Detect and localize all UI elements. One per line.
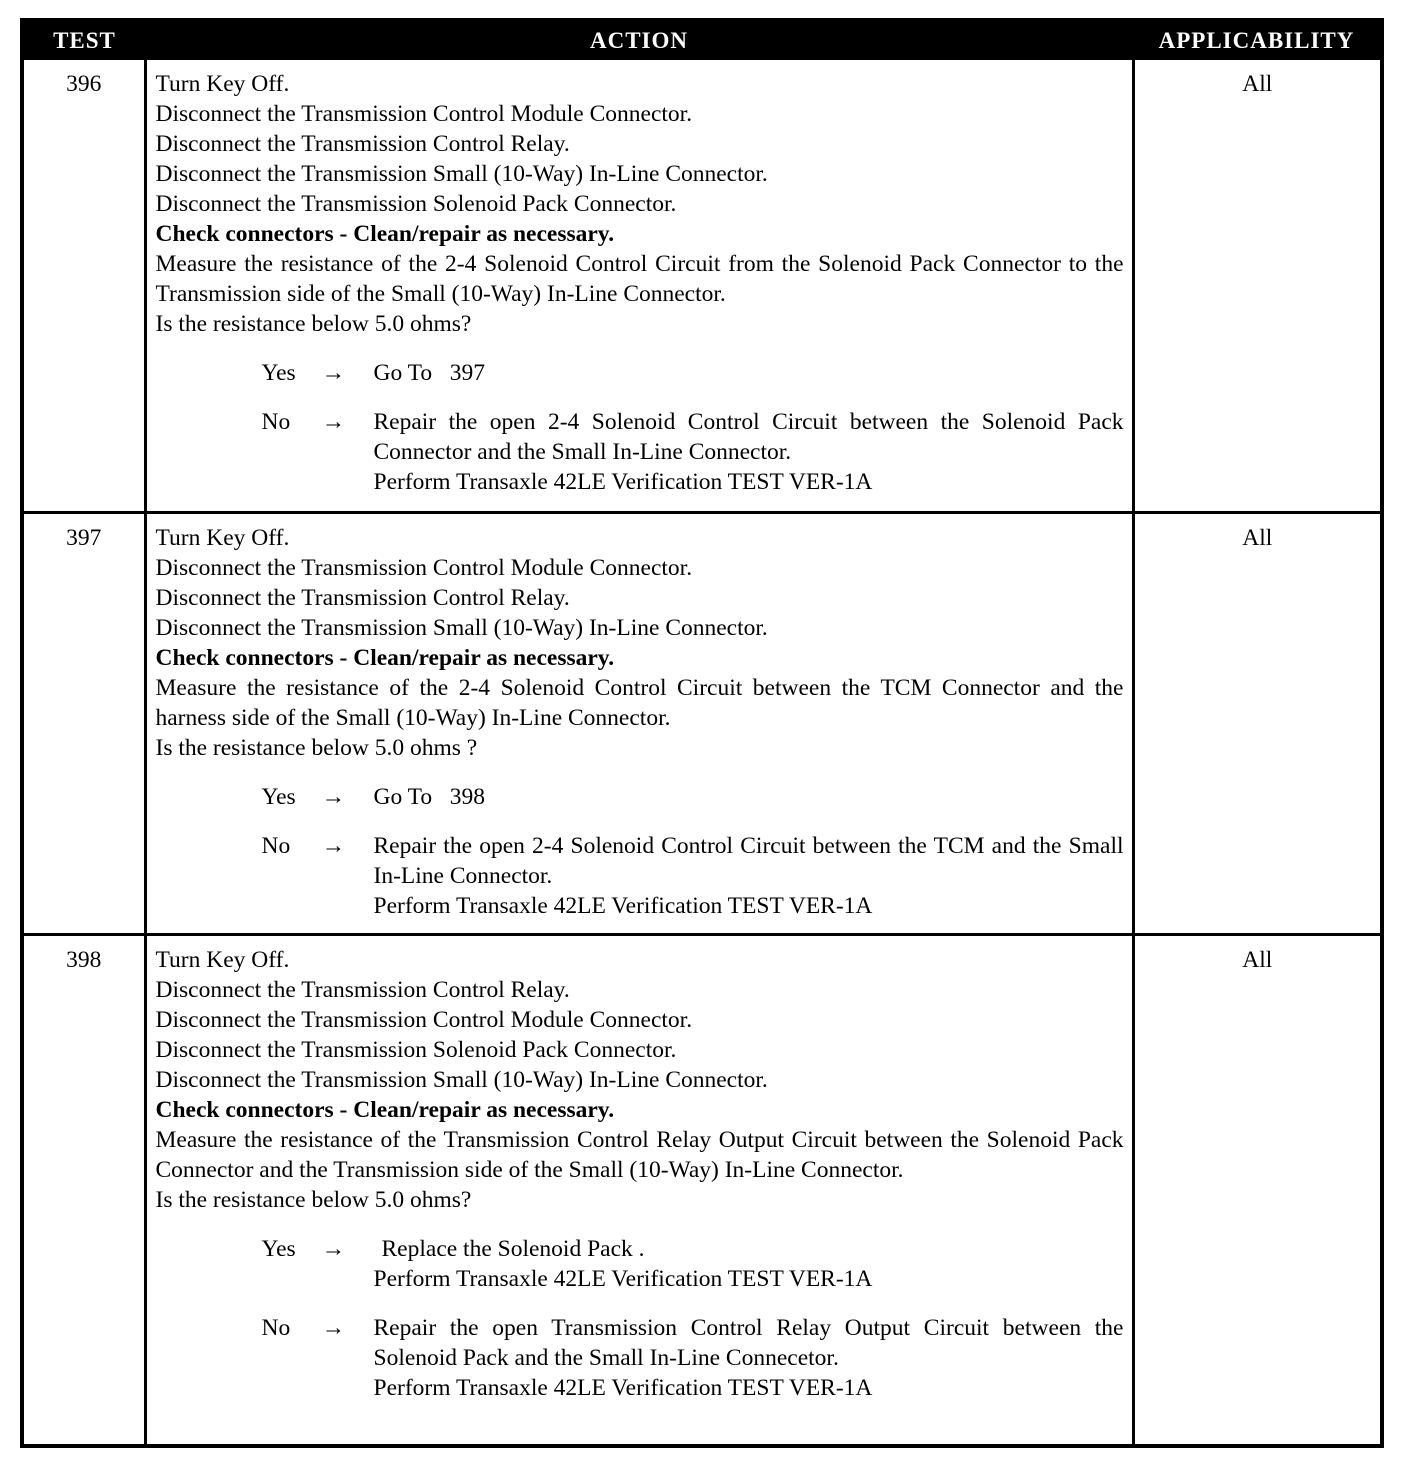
step: Disconnect the Transmission Control Module Connector. xyxy=(155,101,693,127)
yes-result: Replace the Solenoid Pack . xyxy=(381,1235,645,1262)
action-cell xyxy=(145,60,1133,512)
no-branch xyxy=(262,831,1124,921)
test-number: 396 xyxy=(24,60,145,512)
table-row xyxy=(24,512,1380,934)
yes-branch xyxy=(262,1234,1124,1294)
table-row xyxy=(24,60,1380,512)
no-label: No xyxy=(261,409,291,435)
header-row xyxy=(24,22,1380,60)
check-instruction: Check connectors - Clean/repair as necessary. xyxy=(155,644,615,671)
yes-branch xyxy=(262,358,1124,388)
no-label: No xyxy=(261,832,291,859)
question: Is the resistance below 5.0 ohms ? xyxy=(155,734,478,761)
no-result: Repair the open 2-4 Solenoid Control Circuit between the TCM and the Small In-Line Connector. xyxy=(373,832,1124,889)
no-branch xyxy=(262,1313,1124,1403)
yes-branch xyxy=(262,782,1124,812)
step: Turn Key Off. xyxy=(155,946,290,973)
measure-instruction: Measure the resistance of the 2-4 Solenoid Control Circuit between the TCM Connector and the harness side of the Small (10-Way) In-Line Connector. xyxy=(155,674,1124,731)
arrow-icon: → xyxy=(321,409,345,435)
arrow-icon: → xyxy=(321,1235,345,1262)
step: Disconnect the Transmission Small (10-Way) In-Line Connector. xyxy=(155,161,768,187)
no-label: No xyxy=(261,1314,291,1341)
header-test: TEST xyxy=(24,22,145,60)
arrow-icon: → xyxy=(321,783,345,810)
step: Turn Key Off. xyxy=(155,524,290,551)
diagnostic-table xyxy=(24,22,1380,1444)
step: Turn Key Off. xyxy=(155,71,290,97)
test-number: 397 xyxy=(24,512,145,934)
no-result: Repair the open Transmission Control Relay Output Circuit between the Solenoid Pack and the Small In-Line Connecetor. xyxy=(373,1314,1124,1371)
measure-instruction: Measure the resistance of the Transmission Control Relay Output Circuit between the Solenoid Pack Connector and the Transmission side of the Small (10-Way) In-Line Connector. xyxy=(155,1126,1124,1183)
step: Disconnect the Transmission Control Module Connector. xyxy=(155,554,693,581)
yes-result: Go To 397 xyxy=(373,360,486,386)
step: Disconnect the Transmission Solenoid Pack Connector. xyxy=(155,1036,677,1063)
step: Disconnect the Transmission Control Relay. xyxy=(155,584,570,611)
question: Is the resistance below 5.0 ohms? xyxy=(155,1186,472,1213)
step: Disconnect the Transmission Control Relay. xyxy=(155,976,570,1003)
arrow-icon: → xyxy=(321,1314,345,1341)
no-extra: Perform Transaxle 42LE Verification TEST VER-1A xyxy=(373,1374,873,1401)
step: Disconnect the Transmission Solenoid Pack Connector. xyxy=(155,191,677,217)
no-extra: Perform Transaxle 42LE Verification TEST VER-1A xyxy=(373,469,873,495)
yes-label: Yes xyxy=(261,360,296,386)
yes-label: Yes xyxy=(261,1235,296,1262)
step: Disconnect the Transmission Control Relay. xyxy=(155,131,570,157)
diagnostic-table-frame xyxy=(20,18,1384,1448)
no-extra: Perform Transaxle 42LE Verification TEST VER-1A xyxy=(373,892,873,919)
header-action: ACTION xyxy=(145,22,1133,60)
step: Disconnect the Transmission Small (10-Way) In-Line Connector. xyxy=(155,1066,768,1093)
applicability-value: All xyxy=(1242,71,1273,97)
arrow-icon: → xyxy=(321,832,345,859)
header-applicability: APPLICABILITY xyxy=(1133,22,1380,60)
question: Is the resistance below 5.0 ohms? xyxy=(155,311,472,337)
applicability-value: All xyxy=(1133,934,1380,1444)
no-result: Repair the open 2-4 Solenoid Control Circuit between the Solenoid Pack Connector and the Small In-Line Connector. xyxy=(373,409,1124,465)
check-instruction: Check connectors - Clean/repair as necessary. xyxy=(155,221,615,247)
measure-instruction: Measure the resistance of the 2-4 Solenoid Control Circuit from the Solenoid Pack Connector to the Transmission side of the Small (10-Way) In-Line Connector. xyxy=(155,251,1124,307)
table-row xyxy=(24,934,1380,1444)
yes-extra: Perform Transaxle 42LE Verification TEST VER-1A xyxy=(373,1265,873,1292)
action-cell xyxy=(145,934,1133,1444)
test-number: 398 xyxy=(24,934,145,1444)
step: Disconnect the Transmission Small (10-Way) In-Line Connector. xyxy=(155,614,768,641)
applicability-value: All xyxy=(1133,512,1380,934)
no-branch xyxy=(262,407,1124,497)
check-instruction: Check connectors - Clean/repair as necessary. xyxy=(155,1096,615,1123)
yes-result: Go To 398 xyxy=(373,783,486,810)
step: Disconnect the Transmission Control Module Connector. xyxy=(155,1006,693,1033)
arrow-icon: → xyxy=(321,360,345,386)
yes-label: Yes xyxy=(261,783,296,810)
action-cell xyxy=(145,512,1133,934)
